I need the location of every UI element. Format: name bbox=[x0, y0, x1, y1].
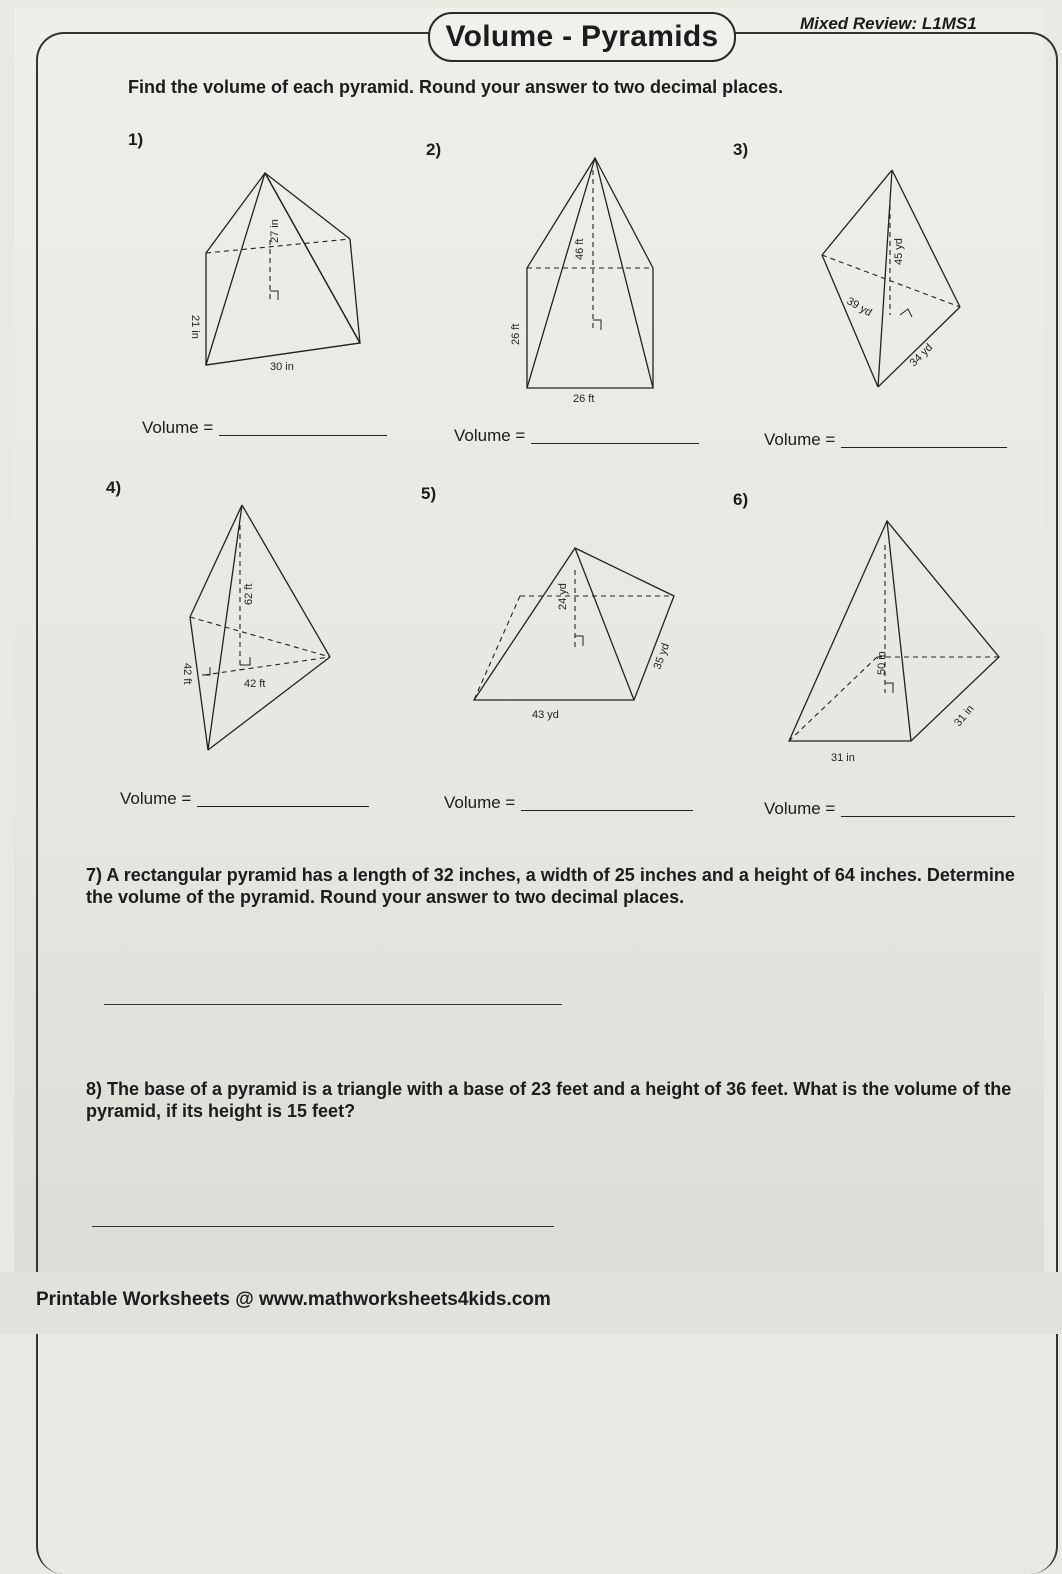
page-title: Volume - Pyramids bbox=[428, 12, 736, 62]
fig5-length-label: 43 yd bbox=[532, 709, 559, 721]
volume-answer-3[interactable]: Volume = bbox=[764, 430, 1007, 450]
fig6-width-label: 31 in bbox=[952, 702, 977, 729]
review-label: Mixed Review: L1MS1 bbox=[800, 14, 977, 33]
fig1-height-label: 27 in bbox=[269, 219, 281, 243]
fig4-height-label: 62 ft bbox=[243, 583, 255, 605]
word-problem-7: 7) A rectangular pyramid has a length of 32 inches, a width of 25 inches and a height of 64 inches. Determine the volume of the pyramid. Round your answer to two decimal places. bbox=[86, 865, 1015, 907]
footer-text: Printable Worksheets @ www.mathworksheets4kids.com bbox=[36, 1289, 551, 1310]
fig4-length-label: 42 ft bbox=[244, 678, 266, 690]
pyramid-figure-5 bbox=[470, 540, 690, 730]
fig6-height-label: 50 in bbox=[876, 651, 888, 675]
volume-answer-4[interactable]: Volume = bbox=[120, 789, 369, 809]
answer-line-2[interactable] bbox=[531, 443, 699, 444]
problem-3-number: 3) bbox=[733, 140, 749, 159]
volume-answer-1[interactable]: Volume = bbox=[142, 418, 387, 438]
problem-4-number: 4) bbox=[106, 478, 122, 497]
fig2-length-label: 26 ft bbox=[573, 393, 595, 405]
fig3-height-label: 45 yd bbox=[893, 238, 905, 265]
pyramid-figure-3 bbox=[810, 165, 980, 395]
pyramid-figure-1 bbox=[170, 165, 370, 385]
problem-2-number: 2) bbox=[426, 140, 442, 159]
fig1-length-label: 30 in bbox=[270, 361, 294, 373]
instructions: Find the volume of each pyramid. Round your answer to two decimal places. bbox=[128, 77, 784, 97]
pyramid-figure-4 bbox=[181, 495, 350, 765]
fig3-edge2-label: 34 yd bbox=[907, 341, 936, 370]
fig1-width-label: 21 in bbox=[189, 315, 201, 339]
answer-line-7[interactable] bbox=[104, 1004, 562, 1005]
pyramid-figure-2 bbox=[505, 150, 665, 410]
fig6-length-label: 31 in bbox=[831, 752, 855, 764]
fig5-height-label: 24 yd bbox=[557, 583, 569, 610]
pyramid-figure-6 bbox=[785, 515, 1005, 765]
answer-line-3[interactable] bbox=[841, 447, 1007, 448]
fig2-height-label: 46 ft bbox=[574, 238, 586, 260]
answer-line-1[interactable] bbox=[219, 435, 387, 436]
problem-5-number: 5) bbox=[421, 484, 437, 503]
answer-line-8[interactable] bbox=[92, 1226, 554, 1227]
answer-line-4[interactable] bbox=[197, 806, 369, 807]
answer-line-6[interactable] bbox=[841, 816, 1015, 817]
volume-answer-2[interactable]: Volume = bbox=[454, 426, 699, 446]
volume-answer-6[interactable]: Volume = bbox=[764, 799, 1015, 819]
fig3-edge1-label: 39 yd bbox=[844, 295, 874, 320]
fig4-width-label: 42 ft bbox=[181, 663, 193, 685]
word-problem-8: 8) The base of a pyramid is a triangle with a base of 23 feet and a height of 36 feet. What is the volume of the pyramid, if its height is 15 feet? bbox=[86, 1079, 1012, 1121]
fig2-width-label: 26 ft bbox=[510, 323, 522, 345]
volume-answer-5[interactable]: Volume = bbox=[444, 793, 693, 813]
problem-1-number: 1) bbox=[128, 130, 144, 149]
fig5-width-label: 35 yd bbox=[651, 641, 673, 672]
answer-line-5[interactable] bbox=[521, 810, 693, 811]
problem-6-number: 6) bbox=[733, 490, 749, 509]
